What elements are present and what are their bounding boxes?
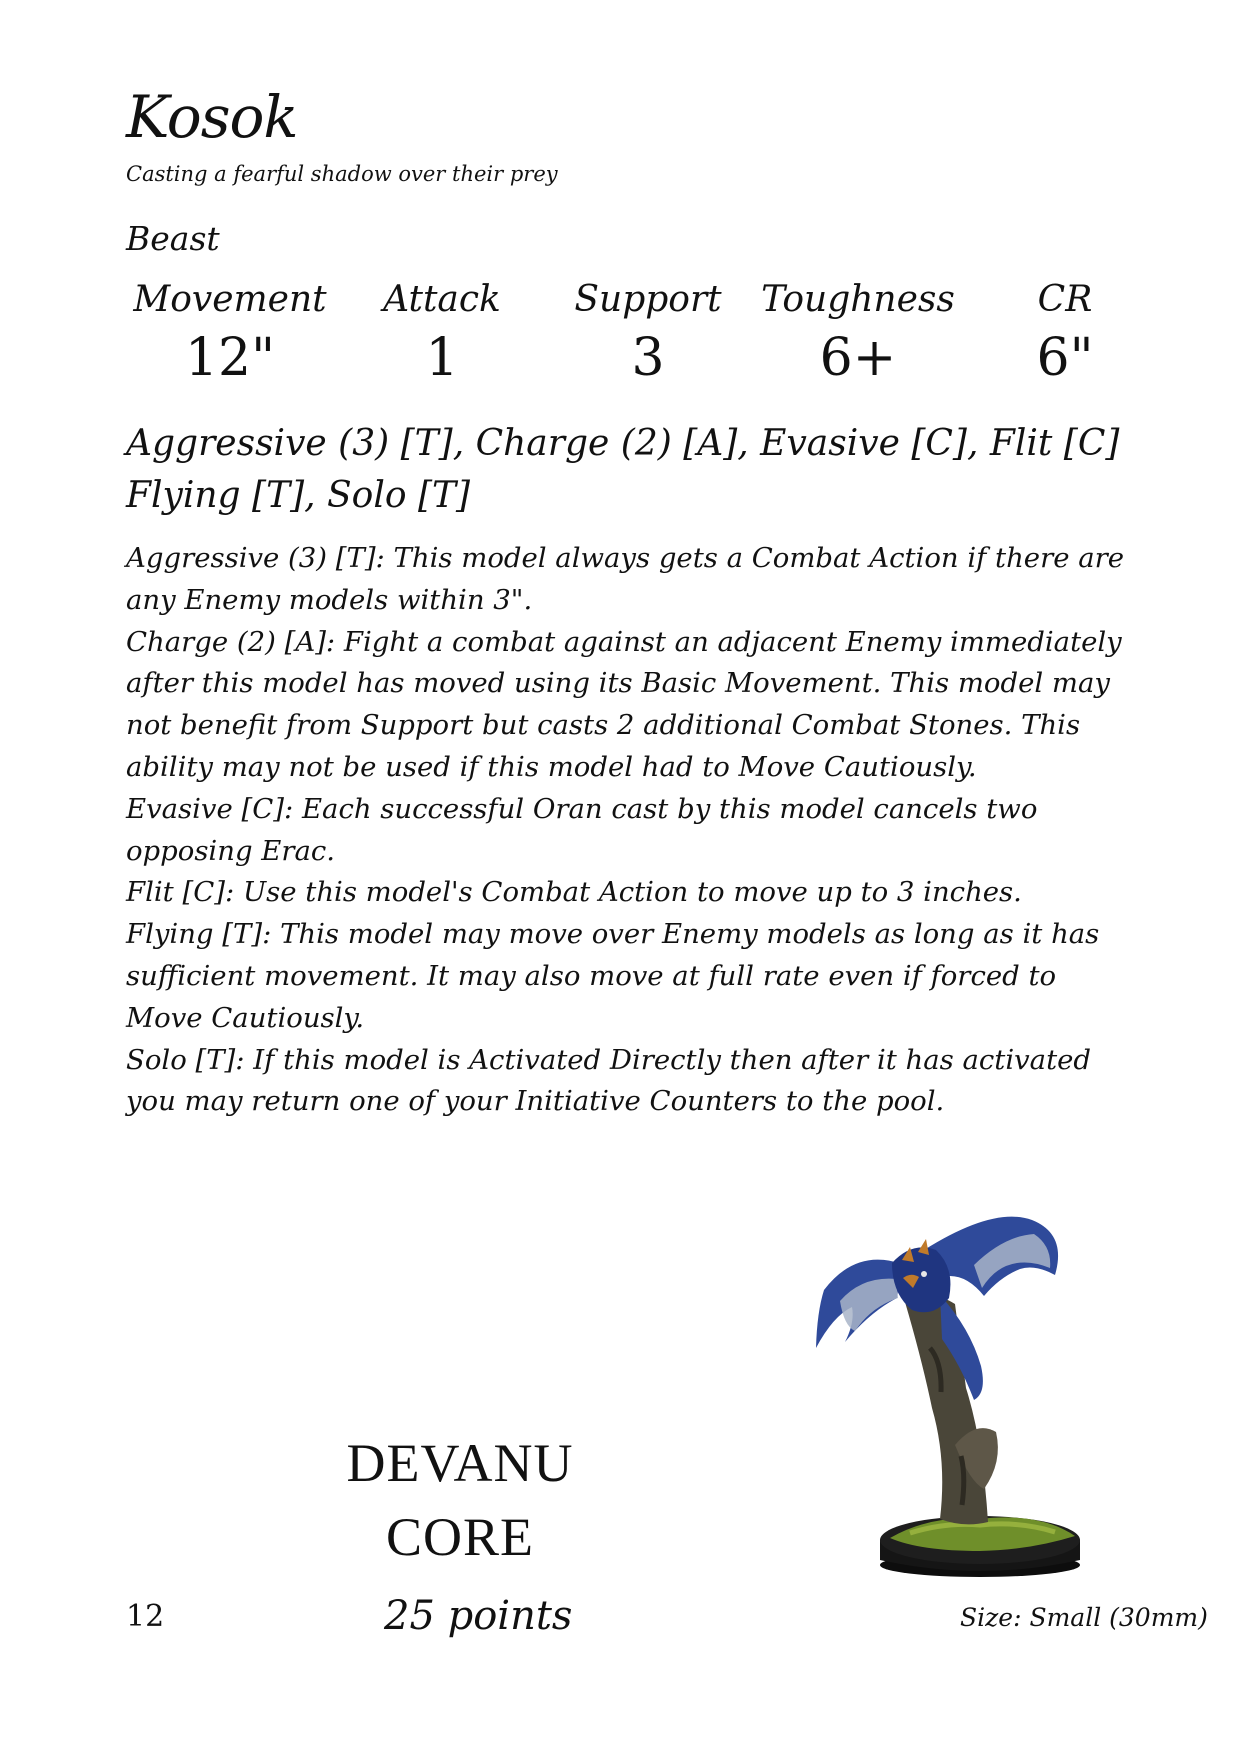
rules-text	[126, 538, 1126, 1123]
stat-toughness	[748, 279, 968, 388]
stat-value: 6+	[819, 328, 897, 388]
stat-attack	[332, 279, 552, 388]
stat-label: CR	[1037, 279, 1093, 320]
rule-charge: Charge (2) [A]: Fight a combat against an adjacent Enemy immediately after this model has moved using its Basic Movement. This model may not benefit from Support but casts 2 additional Combat Stones. This ability may not be used if this model had to Move Cautiously.	[126, 625, 1122, 783]
rule-solo: Solo [T]: If this model is Activated Directly then after it has activated you may return one of your Initiative Counters to the pool.	[126, 1043, 1092, 1118]
stat-value: 3	[631, 328, 665, 388]
ability-list	[126, 418, 1126, 522]
stat-value: 6"	[1036, 328, 1094, 388]
stat-support	[538, 279, 758, 388]
stat-value: 12"	[184, 328, 276, 388]
stat-label: Movement	[133, 279, 327, 320]
faction-name: DEVANU	[346, 1433, 574, 1493]
rule-aggressive: Aggressive (3) [T]: This model always gets a Combat Action if there are any Enemy models within 3".	[126, 542, 1125, 616]
points-cost: 25 points	[384, 1593, 573, 1639]
winged-beast-miniature-icon	[810, 1210, 1160, 1580]
stat-movement	[120, 279, 340, 388]
rule-flit: Flit [C]: Use this model's Combat Action to move up to 3 inches.	[126, 876, 1022, 909]
ability-line: Flying [T], Solo [T]	[126, 475, 471, 516]
stat-value: 1	[425, 328, 459, 388]
unit-name: Kosok	[126, 83, 298, 151]
stat-label: Toughness	[761, 279, 955, 320]
base-size: Size: Small (30mm)	[960, 1603, 1208, 1632]
unit-type: Beast	[126, 219, 220, 258]
ability-line: Aggressive (3) [T], Charge (2) [A], Evasive [C], Flit [C]	[126, 423, 1120, 464]
stat-cr	[955, 279, 1175, 388]
stat-label: Attack	[383, 279, 501, 320]
stat-label: Support	[574, 279, 722, 320]
page-number: 12	[126, 1599, 165, 1634]
faction-category: CORE	[385, 1507, 535, 1567]
rule-evasive: Evasive [C]: Each successful Oran cast by this model cancels two opposing Erac.	[126, 792, 1038, 867]
unit-flavor-text: Casting a fearful shadow over their prey	[126, 162, 558, 186]
rule-flying: Flying [T]: This model may move over Enemy models as long as it has sufficient movement. It may also move at full rate even if forced to Move Cautiously.	[126, 918, 1100, 1034]
